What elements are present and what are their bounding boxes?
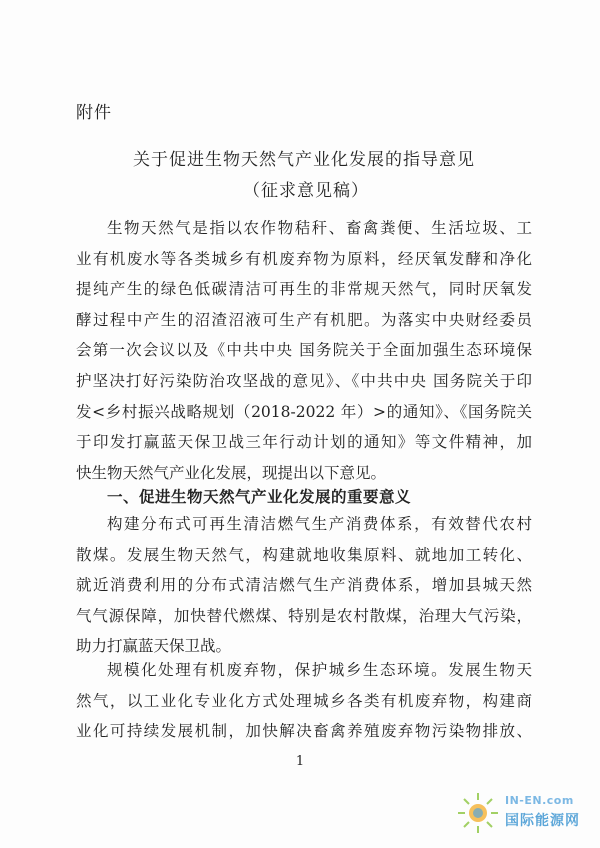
paragraph-line: 生物天然气是指以农作物秸秆、畜禽粪便、生活垃圾、工 bbox=[107, 219, 532, 237]
paragraph-line: 酵过程中产生的沼渣沼液可生产有机肥。为落实中央财经委员 bbox=[76, 310, 532, 329]
watermark bbox=[455, 790, 590, 836]
paragraph-line: 业有机废水等各类城乡有机废弃物为原料，经厌氧发酵和净化 bbox=[76, 249, 532, 268]
paragraph-line: 会第一次会议以及《中共中央 国务院关于全面加强生态环境保 bbox=[76, 341, 532, 360]
section1-paragraph-1 bbox=[76, 509, 532, 662]
attachment-label: 附件 bbox=[76, 103, 112, 123]
paragraph-line: 规模化处理有机废弃物，保护城乡生态环境。发展生物天 bbox=[107, 661, 532, 679]
paragraph-line: 发<乡村振兴战略规划（2018-2022 年）>的通知》、《国务院关 bbox=[76, 402, 532, 421]
paragraph-line: 构建分布式可再生清洁燃气生产消费体系，有效替代农村 bbox=[107, 515, 532, 533]
document-subtitle: （征求意见稿） bbox=[243, 181, 369, 201]
page-number: 1 bbox=[295, 754, 305, 769]
paragraph-line: 业化可持续发展机制，加快解决畜禽养殖废弃物污染物排放、 bbox=[76, 722, 532, 741]
paragraph-line: 提纯产生的绿色低碳清洁可再生的非常规天然气，同时厌氧发 bbox=[76, 280, 532, 299]
section-heading: 一、促进生物天然气产业化发展的重要意义 bbox=[107, 488, 412, 506]
watermark-name: 国际能源网 bbox=[505, 813, 580, 829]
paragraph-line: 气气源保障，加快替代燃煤、特别是农村散煤，治理大气污染， bbox=[76, 606, 532, 625]
paragraph-line: 就近消费利用的分布式清洁燃气生产消费体系，增加县城天然 bbox=[76, 576, 532, 595]
intro-paragraph bbox=[76, 213, 532, 488]
paragraph-line: 于印发打赢蓝天保卫战三年行动计划的通知》等文件精神，加 bbox=[76, 433, 532, 452]
paragraph-line: 散煤。发展生物天然气，构建就地收集原料、就地加工转化、 bbox=[76, 545, 532, 564]
document-title: 关于促进生物天然气产业化发展的指导意见 bbox=[133, 150, 475, 170]
paragraph-line: 快生物天然气产业化发展，现提出以下意见。 bbox=[76, 463, 387, 482]
paragraph-line: 然气，以工业化专业化方式处理城乡各类有机废弃物，构建商 bbox=[76, 691, 532, 710]
paragraph-line: 助力打赢蓝天保卫战。 bbox=[76, 637, 232, 656]
watermark-domain: IN-EN.com bbox=[505, 794, 574, 807]
paragraph-line: 护坚决打好污染防治攻坚战的意见》、《中共中央 国务院关于印 bbox=[76, 371, 532, 390]
section1-paragraph-2 bbox=[76, 655, 532, 747]
